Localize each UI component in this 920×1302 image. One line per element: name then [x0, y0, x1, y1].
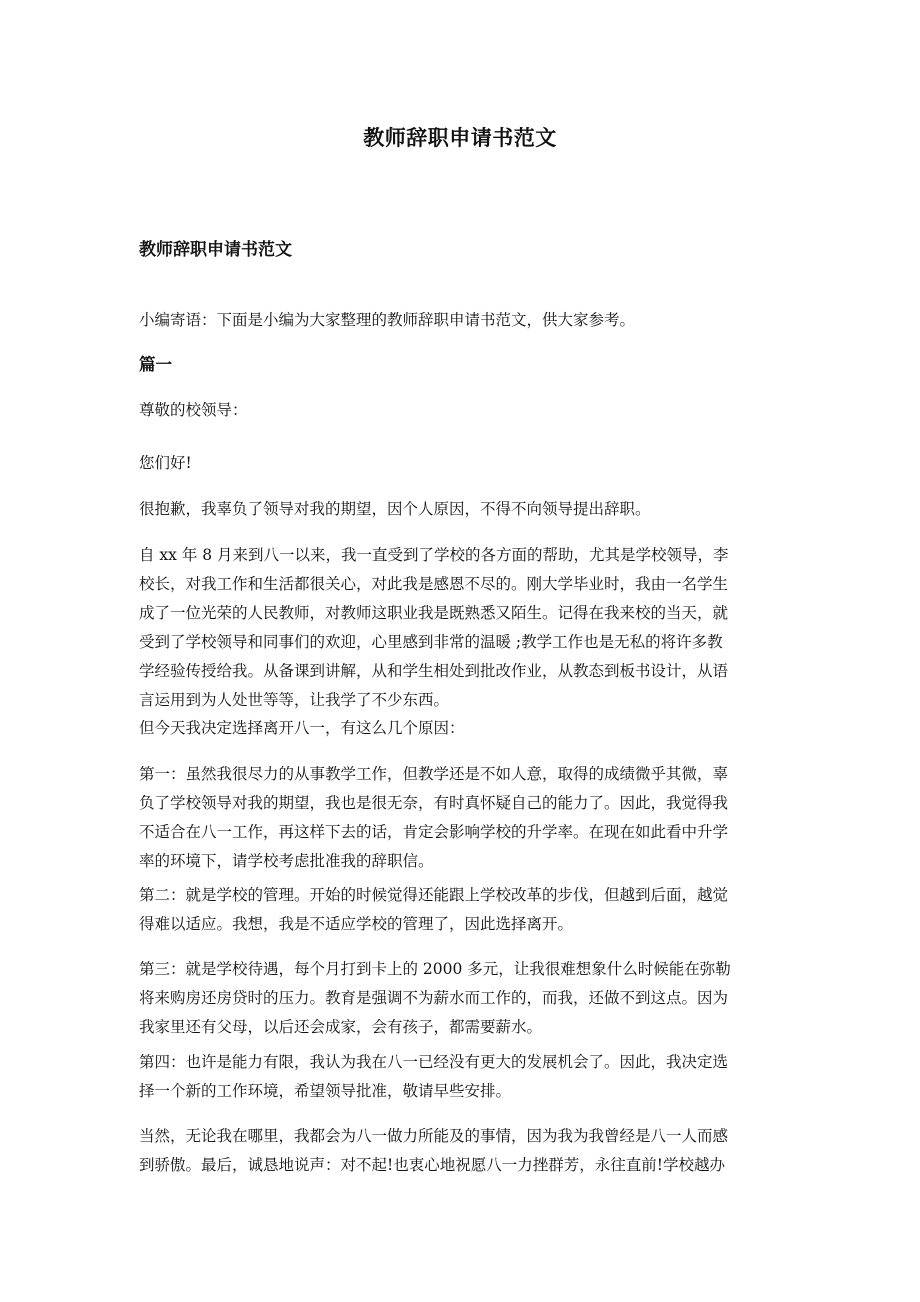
- paragraph-line: 第二：就是学校的管理。开始的时候觉得还能跟上学校改革的步伐，但越到后面，越觉: [139, 886, 729, 904]
- paragraph-line: 择一个新的工作环境，希望领导批准，敬请早些安排。: [139, 1082, 512, 1100]
- salutation: 尊敬的校领导：: [139, 401, 248, 419]
- paragraph-line: 将来购房还房贷时的压力。教育是强调不为薪水而工作的，而我，还做不到这点。因为: [139, 989, 729, 1007]
- paragraph-line: 率的环境下，请学校考虑批准我的辞职信。: [139, 852, 434, 870]
- paragraph-history: [139, 541, 784, 715]
- paragraph-line: 第三：就是学校待遇，每个月打到卡上的 2000 多元，让我很难想象什么时候能在弥勒: [139, 960, 731, 978]
- paragraph-line: 当然，无论我在哪里，我都会为八一做力所能及的事情，因为我为我曾经是八一人而感: [139, 1127, 729, 1145]
- paragraph-line: 成了一位光荣的人民教师，对教师这职业我是既熟悉又陌生。记得在我来校的当天，就: [139, 604, 729, 622]
- greeting: 您们好!: [139, 454, 192, 472]
- document-title: 教师辞职申请书范文: [363, 125, 557, 150]
- paragraph-line: 得难以适应。我想，我是不适应学校的管理了，因此选择离开。: [139, 915, 574, 933]
- section-title: 教师辞职申请书范文: [139, 240, 292, 260]
- paragraph-reason-two: [139, 881, 784, 939]
- intro-text: 小编寄语：下面是小编为大家整理的教师辞职申请书范文，供大家参考。: [139, 311, 636, 329]
- paragraph-reasons-intro: 但今天我决定选择离开八一，有这么几个原因：: [139, 719, 465, 737]
- paragraph-line: 我家里还有父母，以后还会成家，会有孩子，都需要薪水。: [139, 1018, 543, 1036]
- paragraph-line: 受到了学校领导和同事们的欢迎，心里感到非常的温暖 ;教学工作也是无私的将许多教: [139, 633, 723, 651]
- part-heading: 篇一: [139, 355, 172, 374]
- paragraph-line: 第四：也许是能力有限，我认为我在八一已经没有更大的发展机会了。因此，我决定选: [139, 1053, 729, 1071]
- paragraph-reason-three: [139, 955, 784, 1042]
- paragraph-line: 言运用到为人处世等等，让我学了不少东西。: [139, 691, 450, 709]
- paragraph-closing: [139, 1122, 784, 1180]
- paragraph-reason-four: [139, 1048, 784, 1106]
- paragraph-reason-one: [139, 760, 784, 876]
- paragraph-line: 学经验传授给我。从备课到讲解，从和学生相处到批改作业，从教态到板书设计，从语: [139, 662, 729, 680]
- paragraph-line: 不适合在八一工作，再这样下去的话，肯定会影响学校的升学率。在现在如此看中升学: [139, 823, 729, 841]
- paragraph-line: 校长，对我工作和生活都很关心，对此我是感恩不尽的。刚大学毕业时，我由一名学生: [139, 575, 729, 593]
- paragraph-line: 负了学校领导对我的期望，我也是很无奈，有时真怀疑自己的能力了。因此，我觉得我: [139, 794, 729, 812]
- paragraph-line: 到骄傲。最后，诚恳地说声：对不起!也衷心地祝愿八一力挫群芳，永往直前!学校越办: [139, 1156, 725, 1174]
- paragraph-line: 第一：虽然我很尽力的从事教学工作，但教学还是不如人意，取得的成绩微乎其微，辜: [139, 765, 729, 783]
- paragraph-apology: 很抱歉，我辜负了领导对我的期望，因个人原因，不得不向领导提出辞职。: [139, 500, 651, 518]
- paragraph-line: 自 xx 年 8 月来到八一以来，我一直受到了学校的各方面的帮助，尤其是学校领导，李: [139, 546, 729, 564]
